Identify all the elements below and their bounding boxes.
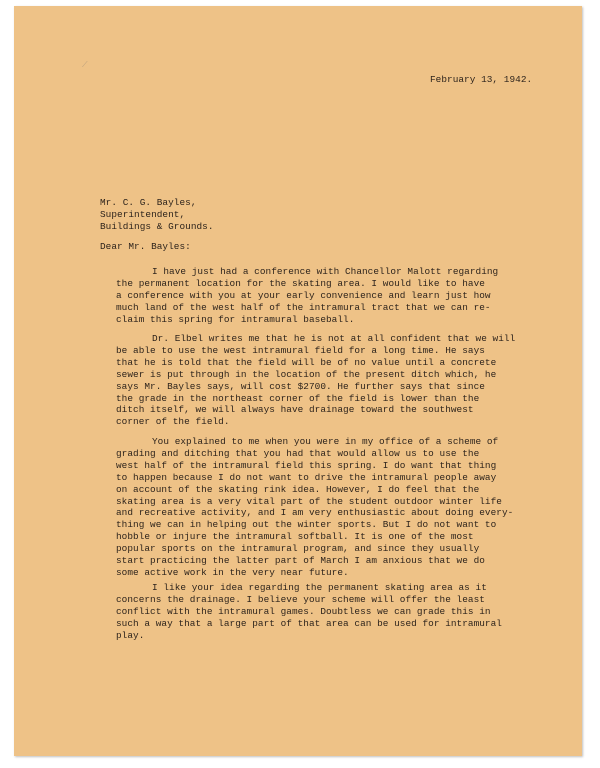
text-line: I have just had a conference with Chancellor Malott regarding	[152, 266, 499, 277]
paragraph-2	[116, 333, 516, 428]
text-line: corner of the field.	[116, 416, 230, 428]
text-line: popular sports on the intramural program, and since they usually	[116, 543, 480, 555]
text-line: conflict with the intramural games. Doubtless we can grade this in	[116, 605, 491, 617]
letter-date: February 13, 1942.	[430, 74, 533, 85]
recipient-line: Mr. C. G. Bayles,	[100, 197, 197, 208]
paragraph-3	[116, 436, 516, 579]
text-line: skating area is a very vital part of the student outdoor winter life	[116, 495, 502, 507]
salutation: Dear Mr. Bayles:	[100, 241, 191, 252]
recipient-address	[100, 197, 214, 233]
text-line: grading and ditching that you had that would allow us to use the	[116, 447, 480, 459]
paragraph-4	[116, 582, 516, 642]
text-line: ditch itself, we will always have drainage toward the southwest	[116, 404, 474, 416]
text-line: I like your idea regarding the permanent skating area as it	[152, 582, 487, 593]
recipient-line: Superintendent,	[100, 208, 186, 220]
text-line: west half of the intramural field this spring. I do want that thing	[116, 459, 497, 471]
text-line: be able to use the west intramural field for a long time. He says	[116, 344, 485, 356]
text-line: to happen because I do not want to drive the intramural people away	[116, 471, 497, 483]
text-line: much land of the west half of the intramural tract that we can re-	[116, 301, 491, 313]
text-line: play.	[116, 629, 145, 641]
text-line: concerns the drainage. I believe your scheme will offer the least	[116, 593, 485, 605]
text-line: that he is told that the field will be of no value until a concrete	[116, 356, 497, 368]
text-line: such a way that a large part of that area can be used for intramural	[116, 617, 502, 629]
text-line: thing we can in helping out the winter sports. But I do not want to	[116, 519, 497, 531]
text-line: on account of the skating rink idea. However, I do feel that the	[116, 483, 480, 495]
text-line: says Mr. Bayles says, will cost $2700. He further says that since	[116, 380, 485, 392]
text-line: the permanent location for the skating area. I would like to have	[116, 277, 485, 289]
text-line: Dr. Elbel writes me that he is not at all confident that we will	[152, 333, 516, 344]
text-line: You explained to me when you were in my office of a scheme of	[152, 436, 499, 447]
paragraph-1	[116, 266, 516, 326]
text-line: the grade in the northeast corner of the field is lower than the	[116, 392, 480, 404]
recipient-line: Buildings & Grounds.	[100, 220, 214, 232]
text-line: claim this spring for intramural baseball.	[116, 313, 355, 325]
text-line: start practicing the latter part of March I am anxious that we do	[116, 555, 485, 567]
text-line: some active work in the very near future.	[116, 566, 349, 578]
pencil-mark-icon: ⟋	[82, 60, 88, 69]
text-line: a conference with you at your early convenience and learn just how	[116, 289, 491, 301]
text-line: hobble or injure the intramural softball. It is one of the most	[116, 531, 474, 543]
text-line: and recreative activity, and I am very enthusiastic about doing every-	[116, 507, 514, 519]
text-line: sewer is put through in the location of the present ditch which, he	[116, 368, 497, 380]
